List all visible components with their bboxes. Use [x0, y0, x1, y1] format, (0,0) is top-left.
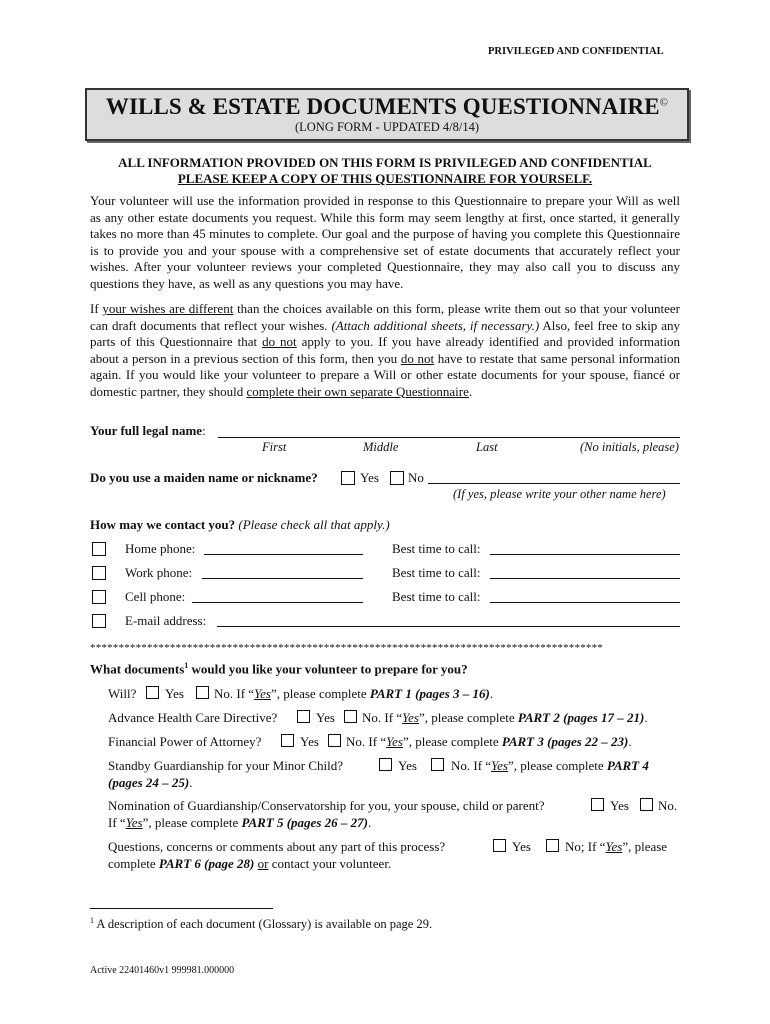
para2-underline: complete their own separate Questionnaire [246, 383, 469, 399]
para2-text: Also, feel free to skip any parts of this Questionnaire that [90, 317, 680, 349]
nomination-question: Nomination of Guardianship/Conservatorship for you, your spouse, child or parent? [108, 798, 545, 813]
poa-no-text: No. If “ [346, 734, 387, 749]
notice-line-1: ALL INFORMATION PROVIDED ON THIS FORM IS PRIVILEGED AND CONFIDENTIAL [118, 155, 652, 170]
comments-yes-checkbox[interactable] [493, 839, 506, 852]
middle-label: Middle [363, 440, 399, 454]
poa-instruction [346, 734, 632, 750]
nomination-yes-checkbox[interactable] [591, 798, 604, 811]
para2-italic: (Attach additional sheets, if necessary.) [331, 317, 540, 333]
contact-label: How may we contact you? [90, 517, 236, 532]
maiden-no-label: No [408, 470, 424, 485]
no-initials-note: (No initials, please) [580, 440, 679, 454]
guardianship-yes-italic: Yes [491, 758, 508, 773]
confidential-header: PRIVILEGED AND CONFIDENTIAL [488, 46, 664, 57]
email-checkbox[interactable] [92, 614, 106, 628]
guardianship-yes-label: Yes [398, 758, 417, 773]
footnote [90, 916, 432, 932]
ahcd-instruction [362, 710, 648, 726]
comments-no-checkbox[interactable] [546, 839, 559, 852]
nomination-part: PART 5 (pages 26 – 27) [241, 815, 368, 830]
legal-name-label [90, 423, 206, 439]
email-input[interactable] [217, 626, 680, 627]
comments-rest: ”, please [622, 839, 668, 854]
legal-name-colon: : [202, 423, 206, 438]
guardianship-rest: ”, please complete [507, 758, 607, 773]
home-best-time-label: Best time to call: [392, 541, 481, 556]
poa-part: PART 3 (pages 22 – 23) [501, 734, 629, 749]
comments-yes-italic: Yes [605, 839, 623, 854]
para2-text: apply to you. If you have already identified and provided information about a person in a previous section of this form, then you [90, 334, 680, 366]
home-phone-checkbox[interactable] [92, 542, 106, 556]
nomination-rest: ”, please complete [142, 815, 242, 830]
ahcd-no-checkbox[interactable] [344, 710, 357, 723]
will-no-checkbox[interactable] [196, 686, 209, 699]
notice [90, 155, 680, 187]
guardianship-part: PART 4 [606, 758, 649, 773]
divider: ****************************************************************************************** [90, 642, 603, 654]
work-best-time-label: Best time to call: [392, 565, 481, 580]
cell-phone-label: Cell phone: [125, 589, 186, 604]
comments-complete-text: complete [108, 856, 159, 871]
poa-no-checkbox[interactable] [328, 734, 341, 747]
poa-yes-checkbox[interactable] [281, 734, 294, 747]
nomination-if-text: If “ [108, 815, 126, 830]
comments-part: PART 6 (page 28) [158, 856, 255, 871]
comments-no-text: No; If “ [565, 839, 606, 854]
will-no-text: No. If “ [214, 686, 255, 701]
will-instruction [214, 686, 493, 702]
para2-text: than the choices available on this form, please write them out so that your volunteer can draft documents that reflect your wishes. [90, 301, 680, 333]
other-name-hint: (If yes, please write your other name here) [453, 487, 666, 501]
ahcd-end: . [644, 710, 648, 725]
document-id-footer: Active 22401460v1 999981.000000 [90, 965, 235, 976]
ahcd-question: Advance Health Care Directive? [108, 710, 278, 725]
will-question: Will? [108, 686, 137, 701]
comments-instruction-2 [108, 856, 391, 872]
will-end: . [489, 686, 494, 701]
guardianship-part-pages: (pages 24 – 25) [108, 775, 190, 790]
footnote-separator [90, 908, 273, 909]
home-phone-label: Home phone: [125, 541, 196, 556]
footnote-text: A description of each document (Glossary) is available on page 29. [94, 917, 433, 932]
will-part: PART 1 (pages 3 – 16) [369, 686, 490, 701]
nomination-end: . [367, 815, 372, 830]
nomination-yes-italic: Yes [125, 815, 143, 830]
instructions-paragraph [90, 301, 680, 400]
home-best-time-input[interactable] [490, 554, 680, 555]
last-label: Last [476, 440, 498, 454]
notice-line-2: PLEASE KEEP A COPY OF THIS QUESTIONNAIRE FOR YOURSELF. [177, 171, 593, 186]
work-phone-input[interactable] [202, 578, 363, 579]
ahcd-yes-label: Yes [316, 710, 335, 725]
footnote-number: 1 [90, 916, 94, 925]
comments-yes-label: Yes [512, 839, 531, 854]
legal-name-label-text: Your full legal name [90, 423, 203, 438]
documents-question-text: What documents [90, 661, 185, 677]
copyright-mark: © [659, 96, 669, 109]
poa-end: . [628, 734, 632, 749]
ahcd-part: PART 2 (pages 17 – 21) [517, 710, 645, 725]
poa-rest: ”, please complete [402, 734, 502, 749]
para2-underline: do not [262, 334, 297, 349]
first-label: First [262, 440, 287, 454]
ahcd-no-text: No. If “ [362, 710, 403, 725]
will-rest: ”, please complete [270, 686, 370, 701]
documents-question-rest: would you like your volunteer to prepare for you? [188, 661, 468, 677]
cell-best-time-label: Best time to call: [392, 589, 481, 604]
nomination-instruction [108, 815, 371, 831]
contact-hint: (Please check all that apply.) [238, 517, 390, 532]
nomination-no-label: No. [658, 798, 678, 813]
cell-best-time-input[interactable] [490, 602, 680, 603]
nomination-yes-label: Yes [610, 798, 629, 813]
poa-question: Financial Power of Attorney? [108, 734, 262, 749]
guardianship-yes-checkbox[interactable] [379, 758, 392, 771]
poa-yes-italic: Yes [386, 734, 403, 749]
home-phone-input[interactable] [204, 554, 363, 555]
maiden-name-label: Do you use a maiden name or nickname? [90, 470, 318, 485]
para2-text: . [468, 383, 473, 399]
will-yes-checkbox[interactable] [146, 686, 159, 699]
guardianship-question: Standby Guardianship for your Minor Child? [108, 758, 344, 773]
contact-question [90, 517, 390, 533]
para2-text: have to restate that same personal information again. If you would like your volunteer to prepare a Will or other estate documents for your spouse, fiancé or domestic partner, they should [90, 350, 680, 399]
guardianship-pages [108, 775, 193, 791]
will-yes-italic: Yes [254, 686, 271, 701]
legal-name-input[interactable] [218, 437, 680, 438]
para2-underline: your wishes are different [102, 301, 234, 316]
cell-phone-input[interactable] [192, 602, 363, 603]
page-subtitle: (LONG FORM - UPDATED 4/8/14) [294, 120, 480, 134]
comments-instruction [565, 839, 667, 855]
comments-end: contact your volunteer. [268, 856, 392, 871]
will-yes-label: Yes [165, 686, 184, 701]
title-box [85, 88, 689, 141]
footnote-ref: 1 [184, 661, 189, 670]
guardianship-end: . [189, 775, 193, 790]
cell-phone-checkbox[interactable] [92, 590, 106, 604]
para2-text: If [90, 301, 103, 316]
ahcd-yes-italic: Yes [402, 710, 419, 725]
work-best-time-input[interactable] [490, 578, 680, 579]
ahcd-yes-checkbox[interactable] [297, 710, 310, 723]
guardianship-no-text: No. If “ [451, 758, 492, 773]
maiden-yes-label: Yes [360, 470, 379, 485]
poa-yes-label: Yes [300, 734, 319, 749]
guardianship-no-checkbox[interactable] [431, 758, 444, 771]
other-name-input[interactable] [428, 483, 680, 484]
email-label: E-mail address: [125, 613, 207, 628]
title-text: WILLS & ESTATE DOCUMENTS QUESTIONNAIRE [105, 94, 660, 119]
intro-paragraph: Your volunteer will use the information provided in response to this Questionnaire to prepare your Will as well as any other estate documents you request. While this form may seem lengthy at first, once started, it generally takes no more than 45 minutes to complete. Our goal and the purpose of having you complete this Questionnaire is to provide you and your spouse with a comprehensive set of estate documents that accurately reflect your wishes. After your volunteer reviews your completed Questionnaire, they may also call you to discuss any questions they have, as well as any questions you may have. [90, 193, 680, 291]
comments-question: Questions, concerns or comments about any part of this process? [108, 839, 446, 854]
para2-underline: do not [400, 350, 435, 366]
nomination-no-checkbox[interactable] [640, 798, 653, 811]
ahcd-rest: ”, please complete [418, 710, 518, 725]
work-phone-label: Work phone: [125, 565, 193, 580]
comments-or: or [257, 856, 269, 871]
documents-question [90, 661, 468, 677]
guardianship-instruction [451, 758, 649, 774]
maiden-no-checkbox[interactable] [390, 471, 404, 485]
work-phone-checkbox[interactable] [92, 566, 106, 580]
page-title [87, 94, 687, 120]
maiden-yes-checkbox[interactable] [341, 471, 355, 485]
